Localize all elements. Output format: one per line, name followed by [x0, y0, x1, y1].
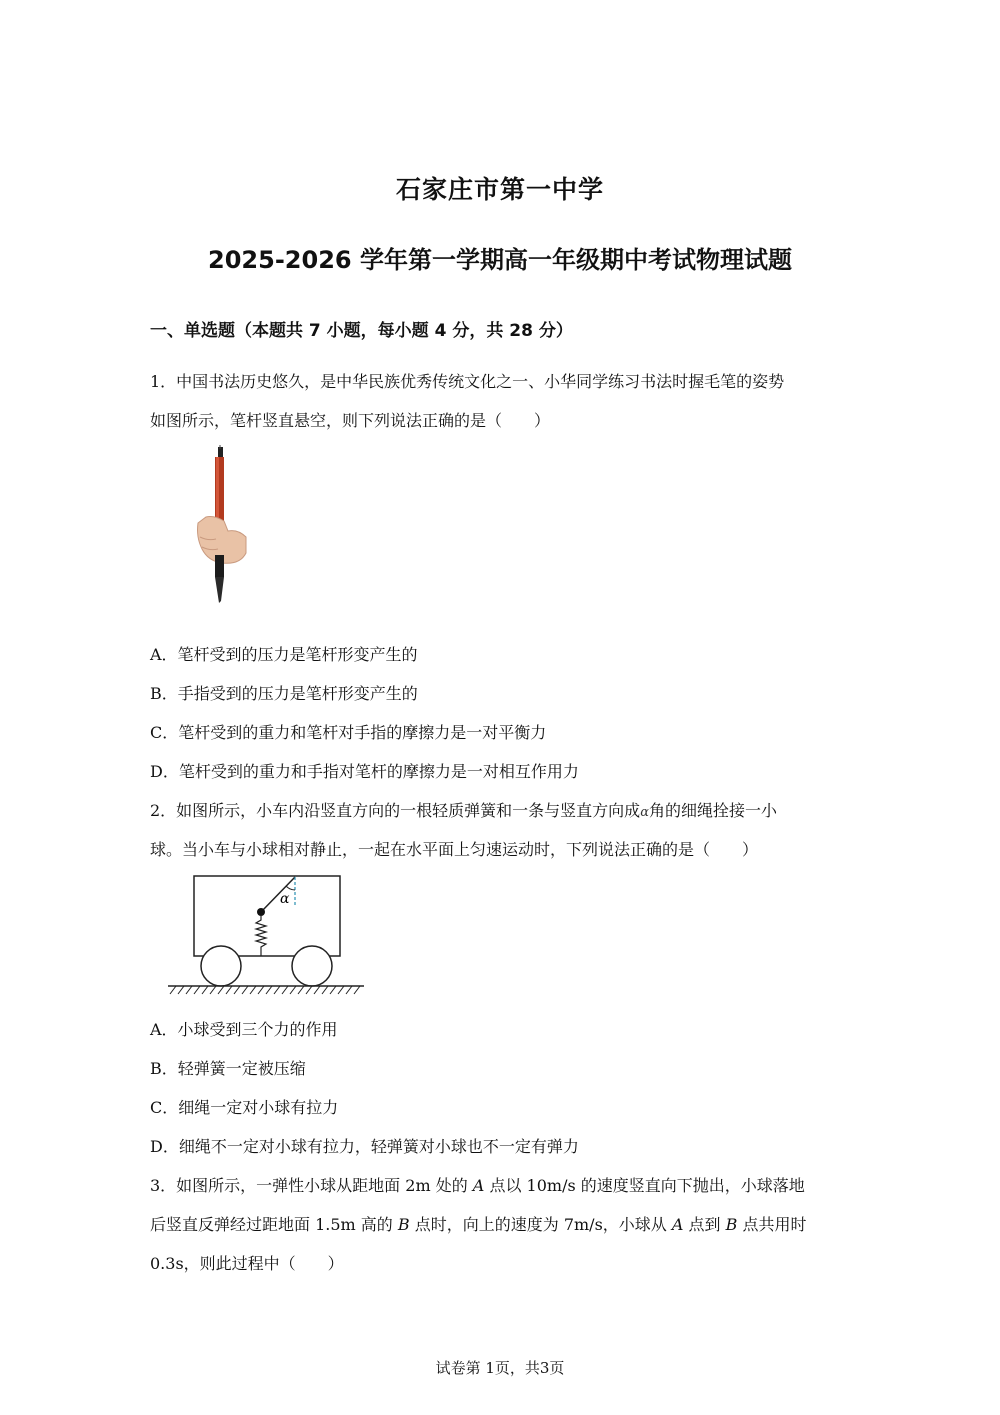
- q1-option-b: B．手指受到的压力是笔杆形变产生的: [150, 684, 418, 703]
- q2-cart-figure: [164, 872, 368, 998]
- section-heading: 一、单选题（本题共 7 小题，每小题 4 分，共 28 分）: [150, 321, 573, 341]
- q3-l2-b: 点时，向上的速度为 7m/s，小球从: [409, 1215, 672, 1234]
- alpha-label: α: [280, 891, 290, 907]
- q1-option-c: C．笔杆受到的重力和笔杆对手指的摩擦力是一对平衡力: [150, 723, 547, 742]
- q3-point-b: B: [397, 1215, 410, 1234]
- q1-stem-line2: 如图所示，笔杆竖直悬空，则下列说法正确的是（ ）: [150, 411, 551, 430]
- q3-l2-d: 点共用时: [737, 1215, 807, 1234]
- school-title: 石家庄市第一中学: [395, 175, 604, 204]
- q2-option-c: C．细绳一定对小球有拉力: [150, 1098, 339, 1117]
- q3-point-a: A: [472, 1176, 485, 1195]
- page-footer: 试卷第 1页，共3页: [435, 1359, 565, 1377]
- q3-point-b-2: B: [725, 1215, 738, 1234]
- q1-brush-figure: [188, 445, 254, 607]
- q2-stem-line1-b: 角的细绳拴接一小: [648, 801, 777, 820]
- q3-stem-line3: 0.3s，则此过程中（ ）: [150, 1254, 344, 1273]
- q2-stem-line2: 球。当小车与小球相对静止，一起在水平面上匀速运动时，下列说法正确的是（ ）: [150, 840, 759, 859]
- q3-stem-line1: [150, 1175, 805, 1197]
- q1-stem-line1: 1．中国书法历史悠久，是中华民族优秀传统文化之一、小华同学练习书法时握毛笔的姿势: [150, 372, 785, 391]
- q3-l2-c: 点到: [683, 1215, 726, 1234]
- q3-l1-b: 点以 10m/s 的速度竖直向下抛出，小球落地: [484, 1176, 805, 1195]
- q2-option-d: D．细绳不一定对小球有拉力，轻弹簧对小球也不一定有弹力: [150, 1137, 579, 1156]
- q2-option-a: A．小球受到三个力的作用: [150, 1020, 338, 1039]
- q1-option-a: A．笔杆受到的压力是笔杆形变产生的: [150, 645, 418, 664]
- q2-stem-line1-a: 2．如图所示，小车内沿竖直方向的一根轻质弹簧和一条与竖直方向成: [150, 801, 641, 820]
- q1-option-d: D．笔杆受到的重力和手指对笔杆的摩擦力是一对相互作用力: [150, 762, 579, 781]
- q2-option-b: B．轻弹簧一定被压缩: [150, 1059, 306, 1078]
- q3-point-a-2: A: [671, 1215, 684, 1234]
- q2-alpha-symbol: α: [640, 805, 649, 820]
- q3-l1-a: 3．如图所示，一弹性小球从距地面 2m 处的: [150, 1176, 473, 1195]
- q3-stem-line2: [150, 1214, 806, 1236]
- q2-stem-line1: [150, 800, 777, 824]
- exam-title: 2025-2026 学年第一学期高一年级期中考试物理试题: [208, 246, 792, 274]
- q3-l2-a: 后竖直反弹经过距地面 1.5m 高的: [150, 1215, 398, 1234]
